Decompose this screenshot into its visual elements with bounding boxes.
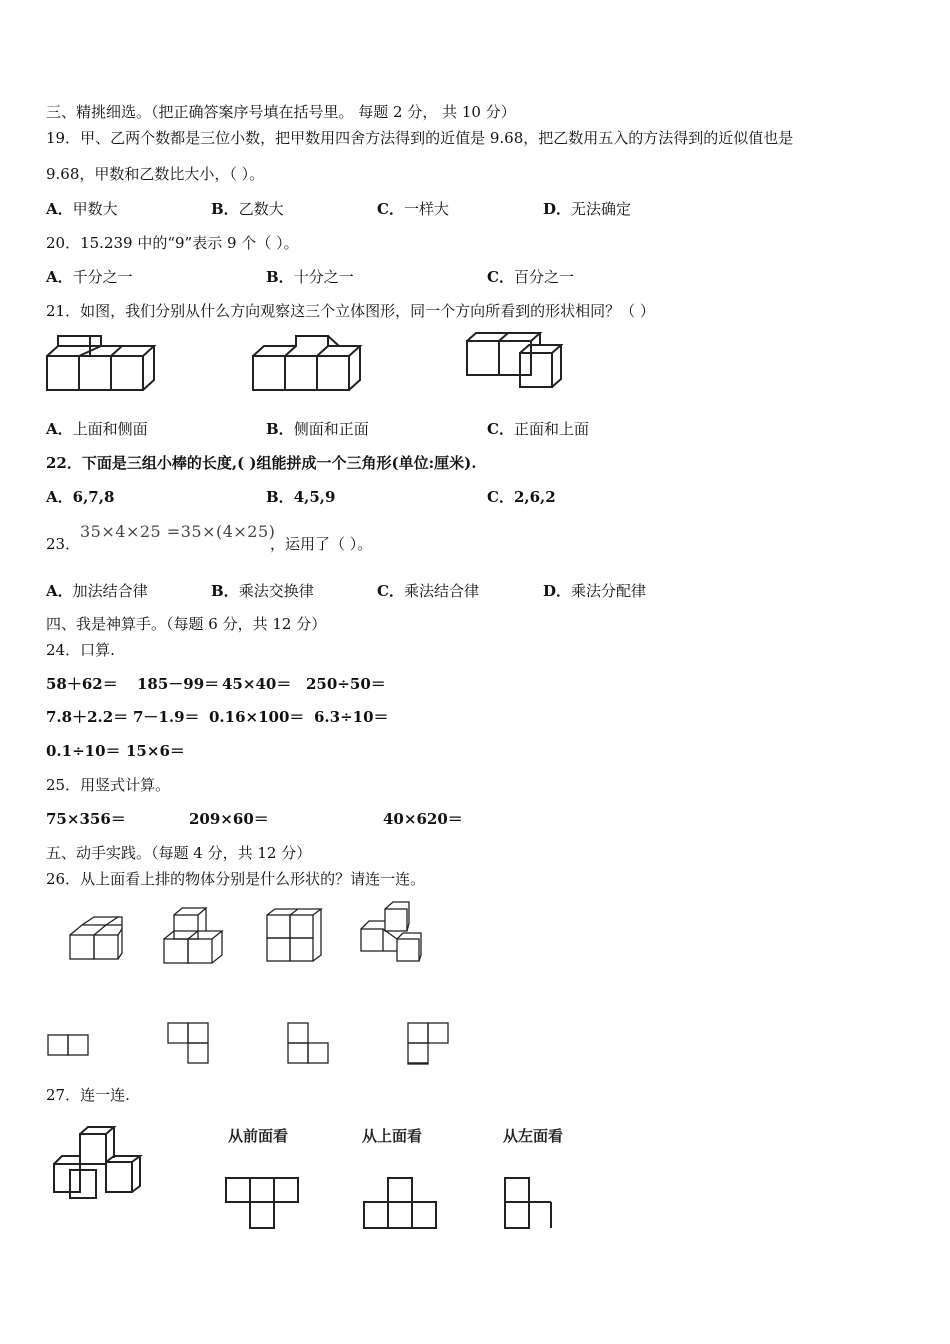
view-square (250, 1202, 274, 1228)
q23-option-b: B．乘法交换律 (211, 582, 314, 600)
view-square (408, 1063, 428, 1064)
cube-edge (188, 931, 198, 939)
q21-option-c: C．正面和上面 (487, 420, 589, 438)
q19-text-line2: 9.68，甲数和乙数比大小，（ ）。 (46, 165, 265, 183)
q25-title: 25．用竖式计算。 (46, 776, 171, 794)
cube-side (313, 909, 321, 961)
cube-front (285, 356, 317, 390)
cube-front (290, 938, 313, 961)
cube-edge (290, 909, 298, 915)
view-square (364, 1202, 388, 1228)
cube-front (174, 915, 198, 939)
cube-top (328, 346, 360, 356)
cube-front (385, 909, 407, 931)
cube-front (106, 1162, 132, 1192)
cube-top (174, 908, 206, 915)
cube-side (143, 346, 154, 390)
q27-view-front (224, 1176, 302, 1232)
q22-option-b: B．4,5,9 (266, 488, 336, 506)
q26-view-4 (406, 1021, 452, 1067)
q26-view-1 (47, 1033, 91, 1057)
q19-option-c: C．一样大 (377, 200, 449, 218)
q26-solid-1 (68, 915, 124, 963)
cube-front (54, 1164, 80, 1192)
cube-front (467, 341, 499, 375)
view-square (188, 1023, 208, 1043)
q21-figure-2 (252, 334, 364, 392)
q24-item: 7.8＋2.2＝ (46, 708, 129, 726)
q23-tail: ，运用了（ ）。 (270, 535, 373, 553)
q24-item: 6.3÷10＝ (314, 708, 389, 726)
cube-edge (111, 346, 122, 356)
cube-top (397, 933, 421, 961)
cube-side (349, 346, 360, 390)
q27-view-left (503, 1176, 557, 1232)
q27-view-label-top: 从上面看 (362, 1127, 423, 1145)
cube-front (188, 939, 212, 963)
cube-front (317, 356, 349, 390)
cube-front (520, 353, 552, 387)
q20-option-b: B．十分之一 (266, 268, 354, 286)
q26-solid-4 (359, 899, 425, 965)
q24-title: 24．口算. (46, 641, 115, 659)
q21-option-b: B．侧面和正面 (266, 420, 369, 438)
q25-item: 40×620＝ (383, 810, 463, 828)
cube-top (54, 1156, 80, 1164)
q24-item: 58＋62＝ (46, 675, 118, 693)
q23-option-a: A．加法结合律 (46, 582, 148, 600)
section-3-title: 三、精挑细选。（把正确答案序号填在括号里。 每题 2 分， 共 10 分） (46, 103, 516, 121)
cube-front (47, 356, 79, 390)
q27-view-label-front: 从前面看 (228, 1127, 289, 1145)
q24-item: 0.16×100＝ (209, 708, 305, 726)
q24-item: 250÷50＝ (306, 675, 386, 693)
q25-item: 75×356＝ (46, 810, 126, 828)
q26-solid-3 (265, 907, 323, 963)
q21-option-a: A．上面和侧面 (46, 420, 148, 438)
view-square (388, 1178, 412, 1202)
q23-option-d: D．乘法分配律 (543, 582, 647, 600)
q19-text-line1: 19．甲、乙两个数都是三位小数，把甲数用四舍方法得到的近值是 9.68，把乙数用五入的方法得到的近似值也是 (46, 129, 794, 147)
section-4-title: 四、我是神算手。（每题 6 分，共 12 分） (46, 615, 327, 633)
view-square (408, 1043, 428, 1063)
cube-front (499, 341, 531, 375)
cube-front (397, 939, 419, 961)
q19-option-d: D．无法确定 (543, 200, 632, 218)
view-square (274, 1178, 298, 1202)
cube-front (94, 935, 118, 959)
cube-front (80, 1134, 106, 1164)
q24-item: 0.1÷10＝ (46, 742, 121, 760)
view-square (505, 1178, 529, 1202)
q20-option-c: C．百分之一 (487, 268, 574, 286)
view-square (188, 1043, 208, 1063)
view-square (168, 1023, 188, 1043)
cube-edge (499, 333, 508, 341)
q27-title: 27．连一连. (46, 1086, 130, 1104)
view-square (408, 1023, 428, 1043)
section-5-title: 五、动手实践。（每题 4 分，共 12 分） (46, 844, 312, 862)
cube-top (80, 1127, 114, 1134)
q24-item: 45×40＝ (222, 675, 292, 693)
cube-top (198, 931, 222, 939)
q27-view-top (362, 1176, 440, 1232)
view-square (505, 1202, 529, 1228)
cube-front (70, 935, 94, 959)
view-square (428, 1023, 448, 1043)
q26-title: 26．从上面看上排的物体分别是什么形状的？请连一连。 (46, 870, 426, 888)
q24-item: 185－99＝ (137, 675, 220, 693)
cube-front (70, 1170, 96, 1198)
cube-front (79, 356, 111, 390)
view-square (288, 1043, 308, 1063)
cube-top (520, 345, 561, 353)
q26-solid-2 (162, 905, 228, 967)
q26-view-2 (166, 1021, 212, 1067)
cube-edge (328, 336, 339, 346)
cube-front (361, 929, 383, 951)
cube-front (111, 356, 143, 390)
view-square (288, 1023, 308, 1043)
q24-item: 7－1.9＝ (133, 708, 200, 726)
q21-figure-1 (46, 334, 158, 392)
q25-item: 209×60＝ (189, 810, 269, 828)
view-square (412, 1202, 436, 1228)
cube-front (267, 938, 290, 961)
cube-top (361, 921, 385, 929)
q21-text: 21．如图，我们分别从什么方向观察这三个立体图形，同一个方向所看到的形状相同？（ ） (46, 302, 655, 320)
cube-front (267, 915, 290, 938)
cube-front (253, 356, 285, 390)
cube-top (385, 902, 409, 931)
q27-solid (52, 1124, 160, 1200)
q20-option-a: A．千分之一 (46, 268, 133, 286)
view-square (48, 1035, 68, 1055)
cube-front (164, 939, 188, 963)
view-square (68, 1035, 88, 1055)
cube-top (70, 925, 106, 935)
view-square (250, 1178, 274, 1202)
cube-top (82, 917, 118, 925)
q23-option-c: C．乘法结合律 (377, 582, 479, 600)
q22-text: 22．下面是三组小棒的长度,( )组能拼成一个三角形(单位:厘米). (46, 454, 477, 472)
q24-item: 15×6＝ (126, 742, 185, 760)
q26-view-3 (286, 1021, 332, 1067)
q27-view-label-left: 从左面看 (503, 1127, 564, 1145)
q19-option-b: B．乙数大 (211, 200, 284, 218)
q23-number: 23． (46, 535, 81, 553)
q23-formula: 35×4×25 =35×(4×25) (80, 522, 276, 541)
view-square (388, 1202, 412, 1228)
cube-front (290, 915, 313, 938)
view-square (308, 1043, 328, 1063)
q22-option-a: A．6,7,8 (46, 488, 115, 506)
view-square (226, 1178, 250, 1202)
q21-figure-3 (466, 331, 578, 391)
cube-top (58, 336, 90, 346)
q19-option-a: A．甲数大 (46, 200, 118, 218)
q22-option-c: C．2,6,2 (487, 488, 556, 506)
q20-text: 20．15.239 中的“9”表示 9 个（ ）。 (46, 234, 299, 252)
